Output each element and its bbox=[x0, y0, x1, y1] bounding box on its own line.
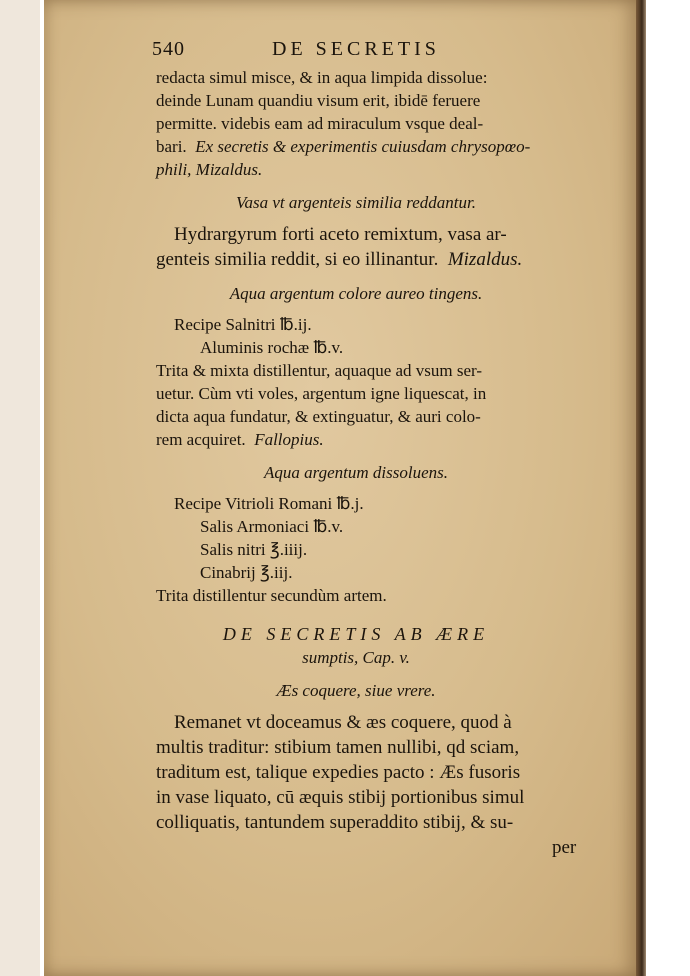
chapter-subtitle: sumptis, Cap. v. bbox=[302, 648, 410, 667]
section-aqua-dissoluens bbox=[112, 492, 600, 607]
text-line: uetur. Cùm vti voles, argentum igne liquescat, in bbox=[156, 384, 487, 403]
recipe-line: Recipe Salnitri ℔.ij. bbox=[174, 315, 312, 334]
text-line: redacta simul misce, & in aqua limpida dissolue: bbox=[156, 68, 488, 87]
recipe-line: Salis Armoniaci ℔.v. bbox=[200, 517, 344, 536]
section-aes bbox=[112, 710, 600, 860]
recipe-line: Salis nitri ℥.iiij. bbox=[200, 540, 308, 559]
page-header bbox=[112, 38, 600, 66]
text-line bbox=[112, 135, 600, 158]
text-line bbox=[112, 247, 600, 272]
text-line: Remanet vt doceamus & æs coquere, quod à bbox=[174, 712, 512, 733]
text-line: multis traditur: stibium tamen nullibi, qd sciam, bbox=[156, 737, 520, 758]
citation: Ex secretis & experimentis cuiusdam chrysopœo- bbox=[195, 137, 531, 156]
section-vasa bbox=[112, 222, 600, 272]
section-aqua-aureo bbox=[112, 313, 600, 451]
text-line bbox=[112, 428, 600, 451]
chapter-title: DE SECRETIS AB ÆRE bbox=[222, 624, 490, 644]
text-line: dicta aqua fundatur, & extinguatur, & auri colo- bbox=[156, 407, 481, 426]
text-line: permitte. videbis eam ad miraculum vsque deal- bbox=[156, 114, 484, 133]
text-fragment: rem acquiret. bbox=[156, 430, 246, 449]
text-fragment: genteis similia reddit, si eo illinantur. bbox=[156, 249, 439, 270]
section-lunam bbox=[112, 66, 600, 181]
page-number: 540 bbox=[152, 38, 185, 60]
text-line: colliquatis, tantundem superaddito stibij, & su- bbox=[156, 812, 514, 833]
text-fragment: bari. bbox=[156, 137, 187, 156]
page-edge bbox=[636, 0, 646, 976]
text-line: in vase liquato, cū æquis stibij portionibus simul bbox=[156, 787, 525, 808]
text-line: deinde Lunam quandiu visum erit, ibidē feruere bbox=[156, 91, 481, 110]
recipe-line: Aluminis rochæ ℔.v. bbox=[200, 338, 344, 357]
text-line: Trita & mixta distillentur, aquaque ad vsum ser- bbox=[156, 361, 483, 380]
section-title: Vasa vt argenteis similia reddantur. bbox=[235, 193, 477, 212]
running-title: DE SECRETIS bbox=[272, 38, 440, 60]
text-line: traditum est, talique expedies pacto : Æs fusoris bbox=[156, 762, 521, 783]
section-title: Aqua argentum colore aureo tingens. bbox=[229, 284, 483, 303]
citation-cont: phili, Mizaldus. bbox=[156, 160, 263, 179]
recipe-line: Cinabrij ℥.iij. bbox=[200, 563, 293, 582]
section-title: Æs coquere, siue vrere. bbox=[276, 681, 436, 700]
citation: Fallopius. bbox=[254, 430, 324, 449]
citation: Mizaldus. bbox=[447, 249, 523, 270]
text-line: Trita distillentur secundùm artem. bbox=[156, 586, 387, 605]
catchword: per bbox=[552, 837, 577, 858]
page-content bbox=[112, 38, 600, 860]
section-title: Aqua argentum dissoluens. bbox=[263, 463, 448, 482]
recipe-line: Recipe Vitrioli Romani ℔.j. bbox=[174, 494, 364, 513]
text-line: Hydrargyrum forti aceto remixtum, vasa ar- bbox=[174, 224, 507, 245]
